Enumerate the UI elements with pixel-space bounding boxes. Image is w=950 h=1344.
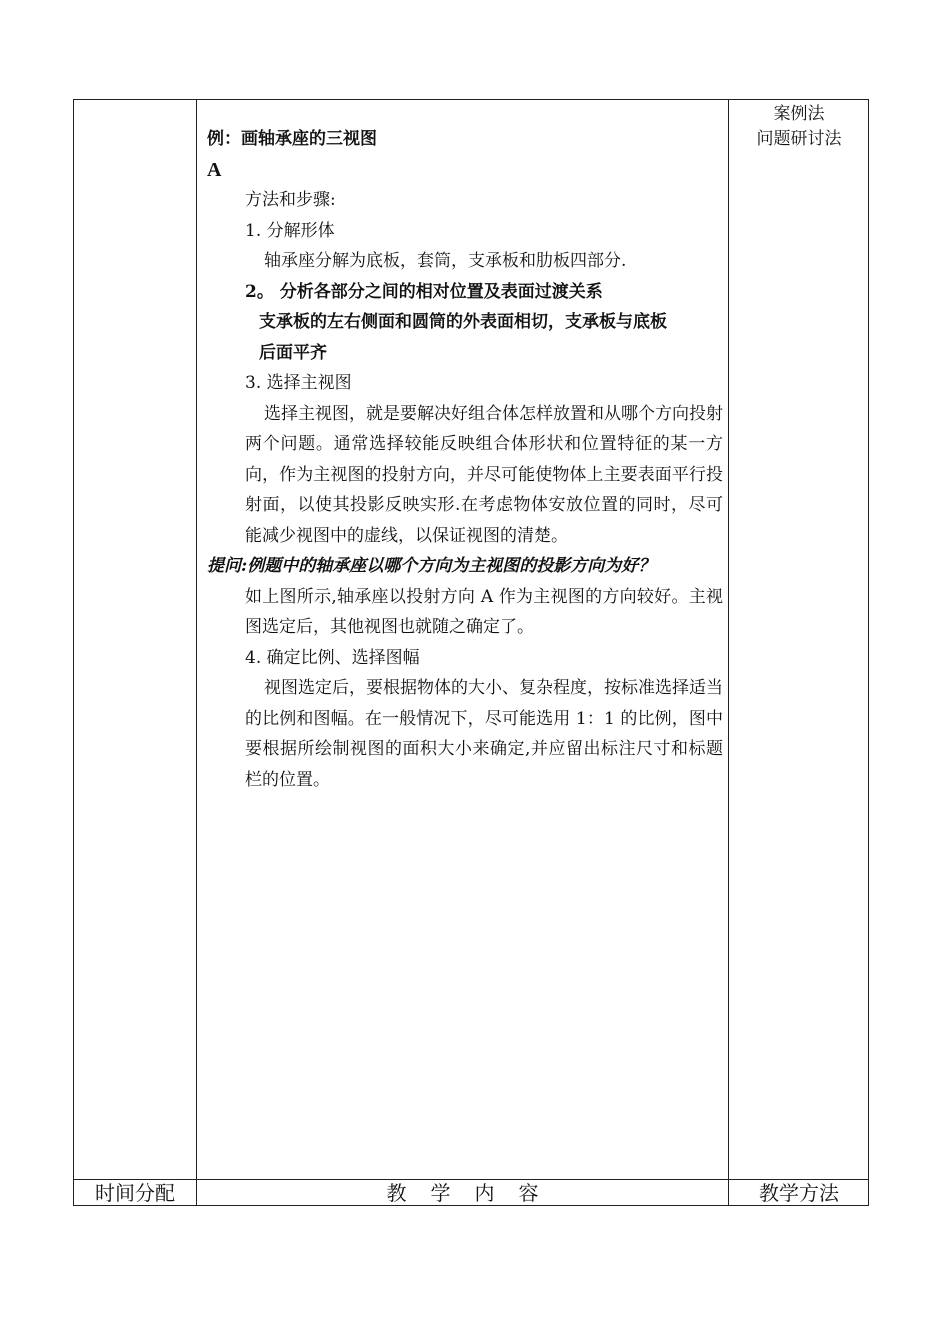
- teaching-methods-cell: [729, 102, 869, 152]
- example-title: 例：画轴承座的三视图: [207, 129, 377, 149]
- steps-heading: 方法和步骤:: [245, 190, 336, 210]
- method-case-study: 案例法: [773, 104, 825, 124]
- step3-body: 选择主视图，就是要解决好组合体怎样放置和从哪个方向投射两个问题。通常选择较能反映组合体形状和位置特征的某一方向，作为主视图的投射方向，并尽可能使物体上主要表面平行投射面，以使其投影反映实形.在考虑物体安放位置的同时，尽可能减少视图中的虚线，以保证视图的清楚。: [245, 403, 723, 546]
- teaching-content-header: 教学内容: [386, 1181, 563, 1205]
- teaching-content-cell: [207, 124, 727, 795]
- lesson-table: [73, 99, 869, 1206]
- step4-body: 视图选定后，要根据物体的大小、复杂程度，按标准选择适当的比例和图幅。在一般情况下，尽可能选用 1：1 的比例，图中要根据所绘制视图的面积大小来确定,并应留出标注尺寸和标题栏的位置。: [245, 678, 723, 790]
- column-divider-left: [196, 100, 197, 1205]
- step3-title: 3. 选择主视图: [245, 373, 352, 393]
- column-divider-right: [728, 100, 729, 1205]
- step2-title: 2。 分析各部分之间的相对位置及表面过渡关系: [245, 281, 603, 302]
- step1-title: 1. 分解形体: [245, 220, 335, 241]
- time-allocation-header: 时间分配: [95, 1181, 175, 1205]
- direction-label-a: A: [207, 158, 222, 181]
- step1-body: 轴承座分解为底板，套筒，支承板和肋板四部分.: [264, 251, 627, 271]
- step2-body-line2: 后面平齐: [259, 342, 327, 363]
- step2-body-line1: 支承板的左右侧面和圆筒的外表面相切，支承板与底板: [259, 312, 667, 332]
- teaching-method-header: 教学方法: [759, 1181, 839, 1205]
- question: 提问:例题中的轴承座以哪个方向为主视图的投影方向为好？: [207, 556, 656, 576]
- method-problem-discussion: 问题研讨法: [756, 129, 842, 149]
- step4-title: 4. 确定比例、选择图幅: [245, 647, 420, 668]
- answer: 如上图所示,轴承座以投射方向 A 作为主视图的方向较好。主视图选定后，其他视图也就随之确定了。: [245, 586, 723, 637]
